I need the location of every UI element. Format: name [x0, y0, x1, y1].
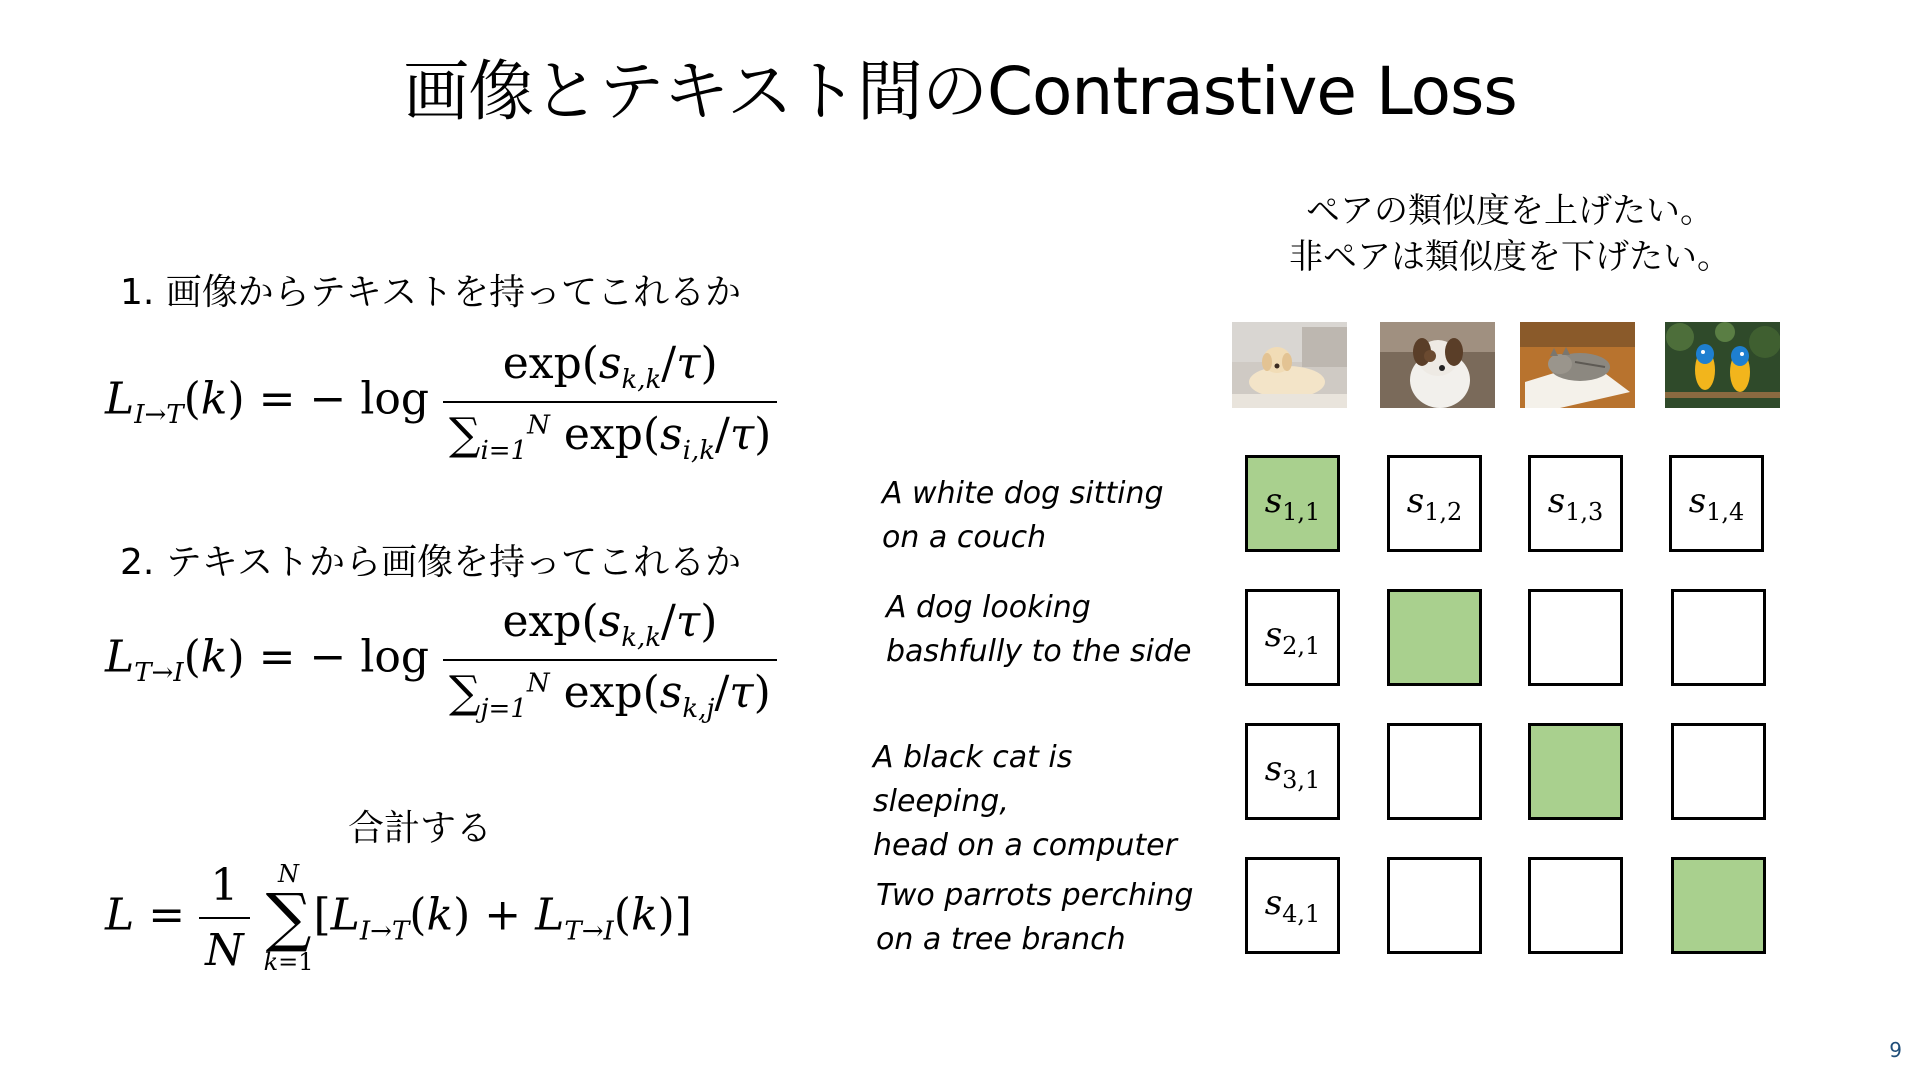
cell-subscript: 2,1 [1282, 631, 1321, 660]
goal-line-2: 非ペアは類似度を下げたい。 [1289, 237, 1731, 277]
matrix-cell-r1c4: $s_{1,4}$ [1669, 455, 1764, 552]
section1-heading: 1. 画像からテキストを持ってこれるか [120, 272, 742, 313]
matrix-cell-r4c3 [1528, 857, 1623, 954]
matrix-cell-r3c1: $s_{3,1}$ [1245, 723, 1340, 820]
matrix-cell-r1c2: $s_{1,2}$ [1387, 455, 1482, 552]
caption-row-3-line-2: head on a computer [873, 828, 1177, 863]
cell-subscript: 4,1 [1282, 899, 1321, 928]
white-dog-photo [1232, 322, 1347, 408]
caption-row-2 [886, 586, 1226, 674]
matrix-cell-r4c1: $s_{4,1}$ [1245, 857, 1340, 954]
cell-subscript: 1,3 [1565, 497, 1604, 526]
matrix-cell-r3c3 [1528, 723, 1623, 820]
cell-subscript: 3,1 [1282, 765, 1321, 794]
total-loss-formula: L = $\frac{1}{N}$ N ∑ k=1 $[L_{I\to T}(k) + L_{T\to I}(k)]$ [105, 860, 692, 976]
caption-row-3 [873, 736, 1213, 868]
caption-row-4-line-2: on a tree branch [876, 922, 1126, 957]
matrix-cell-r1c3: $s_{1,3}$ [1528, 455, 1623, 552]
caption-row-4 [876, 874, 1216, 962]
brown-dog-photo [1380, 322, 1495, 408]
parrots-photo [1665, 322, 1780, 408]
goal-line-1: ペアの類似度を上げたい。 [1306, 191, 1714, 231]
cell-subscript: 1,4 [1706, 497, 1745, 526]
matrix-cell-r4c4 [1671, 857, 1766, 954]
caption-row-2-line-2: bashfully to the side [886, 634, 1192, 669]
slide-title: 画像とテキスト間のContrastive Loss [403, 53, 1517, 130]
caption-row-1-line-2: on a couch [882, 520, 1047, 555]
matrix-cell-r2c1: $s_{2,1}$ [1245, 589, 1340, 686]
loss-text-to-image-formula: $L_{T\to I}(k)$ = − log $\frac{\exp(s_{k,k}/\tau)}{\sum_{j=1}^N \exp(s_{k,j}/\tau)}$ [105, 596, 777, 724]
cell-subscript: 1,2 [1424, 497, 1463, 526]
caption-row-3-line-1: A black cat is sleeping, [873, 740, 1073, 819]
matrix-cell-r3c4 [1671, 723, 1766, 820]
cell-subscript: 1,1 [1282, 497, 1321, 526]
caption-row-2-line-1: A dog looking [886, 590, 1091, 625]
matrix-cell-r2c2 [1387, 589, 1482, 686]
matrix-cell-r2c3 [1528, 589, 1623, 686]
caption-row-1 [882, 472, 1222, 560]
matrix-cell-r4c2 [1387, 857, 1482, 954]
loss-image-to-text-formula: $L_{I\to T}(k)$ = − log $\frac{\exp(s_{k,k}/\tau)}{\sum_{i=1}^N \exp(s_{i,k}/\tau)}$ [105, 338, 777, 466]
matrix-cell-r1c1: $s_{1,1}$ [1245, 455, 1340, 552]
cat-photo [1520, 322, 1635, 408]
page-number: 9 [1889, 1038, 1902, 1062]
section2-heading: 2. テキストから画像を持ってこれるか [120, 542, 742, 583]
matrix-cell-r3c2 [1387, 723, 1482, 820]
goal-text [1210, 188, 1810, 280]
caption-row-4-line-1: Two parrots perching [876, 878, 1194, 913]
caption-row-1-line-1: A white dog sitting [882, 476, 1164, 511]
sum-heading: 合計する [347, 808, 492, 849]
matrix-cell-r2c4 [1671, 589, 1766, 686]
